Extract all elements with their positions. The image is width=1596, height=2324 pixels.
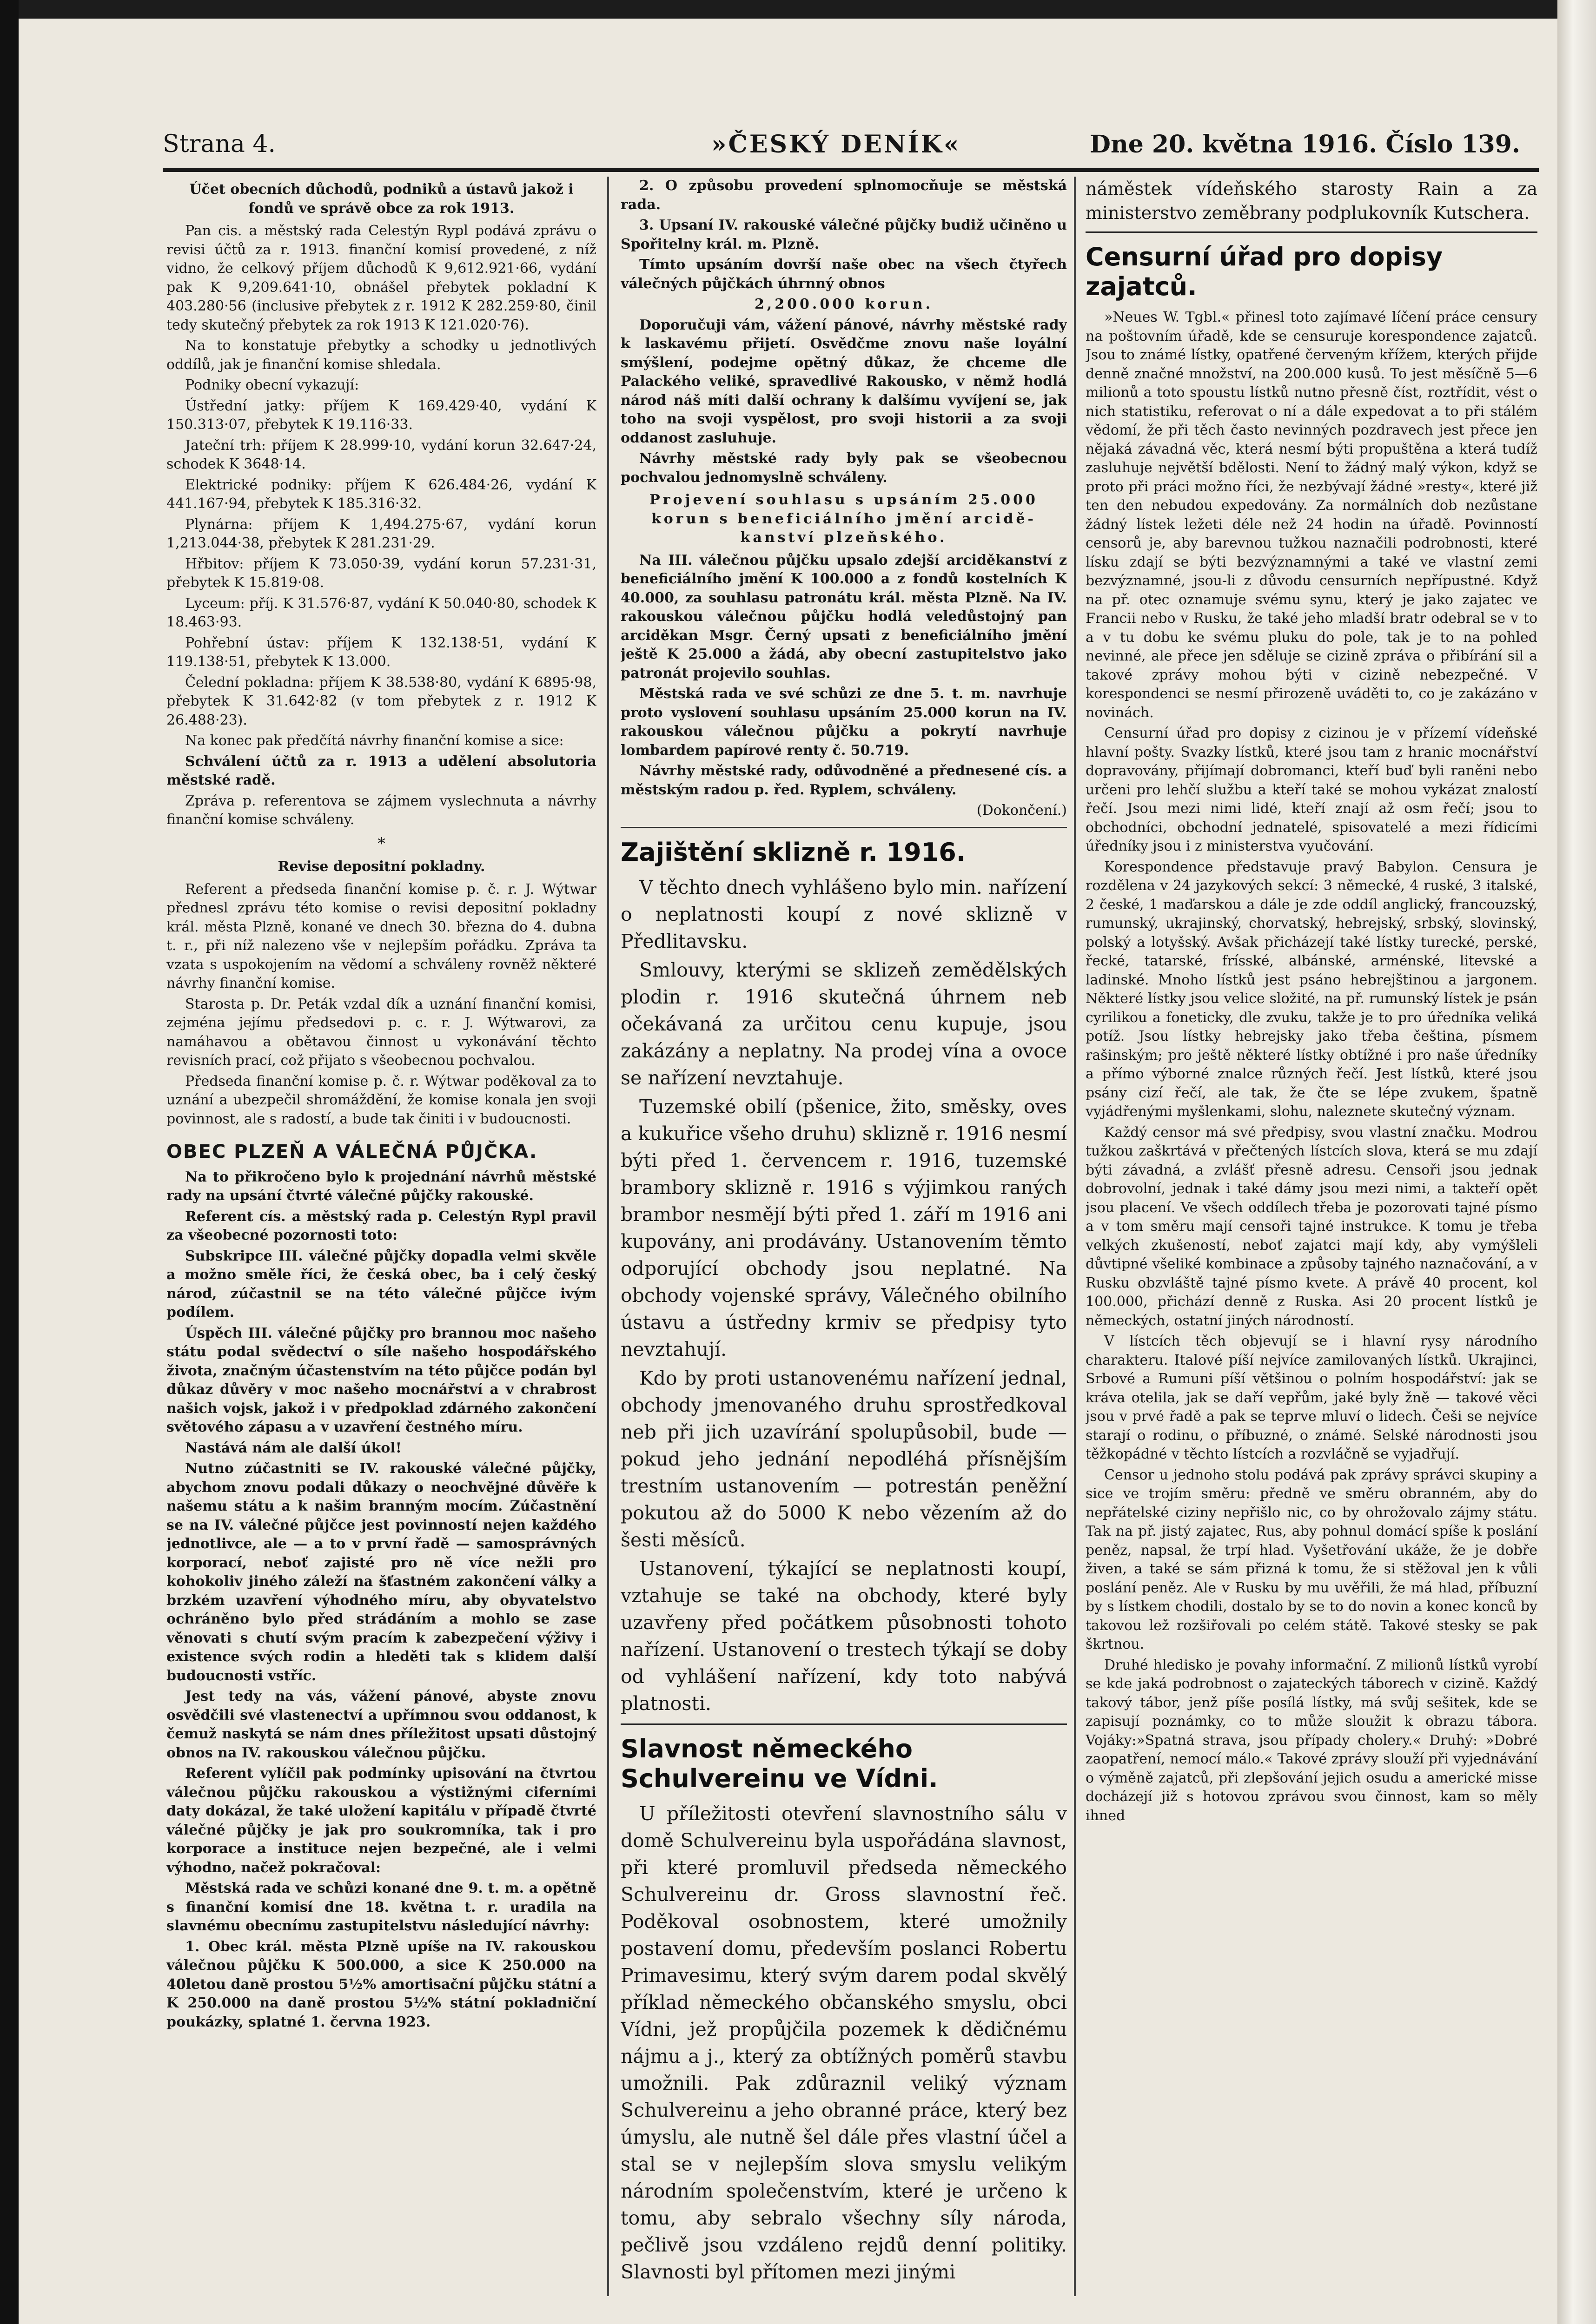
paragraph: Návrhy městské rady byly pak se všeobecnou pochvalou jednomyslně schváleny.: [621, 450, 1067, 486]
header-rule: [163, 168, 1539, 172]
section-star: *: [377, 834, 385, 853]
paragraph: Kdo by proti ustanovenému nařízení jednal, obchody jmenovaného druhu sprostředkoval neb při jich uzavírání spolupůsobil, bude — pokud jeho jednání nepodléhá přísnějším trestním ustanovením — potrestán peněžní pokutou až do 5000 K nebo vězením až do šesti měsíců.: [621, 1367, 1067, 1551]
column-3: [1086, 177, 1537, 2296]
paragraph: Starosta p. Dr. Peták vzdal dík a uznání finanční komisi, zejména jejímu předsedovi p. c. r. J. Wýtwarovi, za namáhavou a obětavou činnost u vykonávání těchto revisních prací, což přijato s všeobecnou pochvalou.: [166, 996, 596, 1069]
newspaper-title: »ČESKÝ DENÍK«: [711, 130, 961, 158]
paragraph: 2. O způsobu provedení splnomocňuje se městská rada.: [621, 178, 1067, 213]
article-heading: Projevení souhlasu s upsáním 25.000 korun s beneficiálního jmění arcidě-kanství plzeňského.: [649, 492, 1038, 546]
paragraph: Na to konstatuje přebytky a schodky u jednotlivých oddílů, jak je finanční komise shledala.: [166, 337, 596, 373]
paragraph: 1. Obec král. města Plzně upíše na IV. rakouskou válečnou půjčku K 500.000, a sice K 250.000 na 40letou daně prostou 5½% amortisační půjčku státní a K 250.000 na daně prostou 5½% státní pokladniční poukázky, splatné 1. června 1923.: [166, 1938, 596, 2030]
column-1: [166, 177, 596, 2296]
paragraph: Subskripce III. válečné půjčky dopadla velmi skvěle a možno směle říci, že česká obec, ba i celý český národ, zúčastnil se na této válečné půjčce ivým podílem.: [166, 1248, 596, 1320]
paragraph: Úspěch III. válečné půjčky pro brannou moc našeho státu podal svědectví o síle našeho hospodářského života, značným účastenstvím na této půjčce podán byl důkaz důvěry v moc našeho mocnářství a v chrabrost našich vojsk, jakož i v předpoklad zdárného zakončení světového zápasu a v uzavření čestného míru.: [166, 1325, 596, 1435]
paragraph: Předseda finanční komise p. č. r. Wýtwar poděkoval za to uznání a ubezpečil shromáždění, že komise konala jen svoji povinnost, ale s radostí, a bude tak činiti i v budoucnosti.: [166, 1073, 596, 1127]
paragraph: V lístcích těch objevují se i hlavní rysy národního charakteru. Italové píší nejvíce zamilovaných lístků. Ukrajinci, Srbové a Rumuni píší většinou o polním hospodářství: jak se kráva otelila, jak se daří vepřům, jaké byly žně — takové věci jsou v prvé řadě a pak se teprve mluví o lidech. Češi se nejvíce starají o rodinu, o příbuzné, o známé. Selské národnosti jsou těžkopádné v těchto lístcích a rozvláčně se vyjadřují.: [1086, 1333, 1537, 1462]
paragraph: Plynárna: příjem K 1,494.275·67, vydání korun 1,213.044·38, přebytek K 281.231·29.: [166, 516, 596, 551]
paragraph: Na to přikročeno bylo k projednání návrhů městské rady na upsání čtvrté válečné půjčky rakouské.: [166, 1169, 596, 1204]
column-divider-2: [1074, 177, 1076, 2296]
article-divider: [621, 1723, 1067, 1725]
paragraph: Městská rada ve své schůzi ze dne 5. t. m. navrhuje proto vyslovení souhlasu upsáním 25.000 korun na IV. rakouskou válečnou půjčku a pokrytí navrhuje lombardem papírové renty č. 50.719.: [621, 686, 1067, 759]
total-amount: 2,200.000 korun.: [754, 296, 934, 312]
paragraph: Ústřední jatky: příjem K 169.429·40, vydání K 150.313·07, přebytek K 19.116·33.: [166, 397, 596, 433]
paragraph: Korespondence představuje pravý Babylon. Censura je rozdělena v 24 jazykových sekcí: 3 německé, 4 ruské, 3 italské, 2 české, 1 maďarskou a dále je zde oddíl anglický, francouzský, rumunský, ukrajinský, chorvatský, hebrejský, srbský, slovinský, polský a lotyšský. Avšak přicházejí také lístky turecké, perské, řecké, tatarské, frísské, albánské, arménské, litevské a ladinské. Mnoho lístků jest psáno hebrejštinou a jargonem. Některé lístky jsou velice složité, na př. rumunský lístek je psán cyrilikou a foneticky, dle zvuku, takže je to pro úředníka veliká potíž. Jsou lístky hebrejsky jako třeba čeština, písmem rašinským; pro ještě některé lístky obtížné i pro naše úředníky a přímo výborné znalce různých řečí. Jest lístků, které jsou psány cizí řečí, ale tak, že čte se lépe zvukem, špatně vyjádřenými myšlenkami, slohu, naleznete skutečný význam.: [1086, 858, 1537, 1120]
page-number: Strana 4.: [163, 130, 276, 158]
article-divider: [1086, 231, 1537, 233]
scan-left-edge: [0, 0, 19, 2324]
paragraph: Tímto upsáním dovrší naše obec na všech čtyřech válečných půjčkách úhrnný obnos: [621, 257, 1067, 292]
paragraph: V těchto dnech vyhlášeno bylo min. nařízení o neplatnosti koupí z nové sklizně v Předlitavsku.: [621, 876, 1067, 952]
article-body: [621, 874, 1067, 1717]
article-divider: [621, 827, 1067, 828]
paragraph: Smlouvy, kterými se sklizeň zemědělských plodin r. 1916 skutečná úhrnem neb očekávaná za určitou cenu kupuje, jsou zakázány a neplatny. Na prodej vína a ovoce se nařízení nevztahuje.: [621, 958, 1067, 1089]
paragraph: Podniky obecní vykazují:: [185, 377, 359, 393]
paragraph: Návrhy městské rady, odůvodněné a přednesené cís. a městským radou p. řed. Ryplem, schváleny.: [621, 763, 1067, 798]
column-2: [621, 177, 1067, 2296]
paragraph: Censurní úřad pro dopisy z cizinou je v přízemí vídeňské hlavní pošty. Svazky lístků, které jsou tam z hranic mocnářství dopravovány, přijímají dobromanci, kteří buď byli raněni nebo určeni pro lehčí službu a kteří také se mohou vykázat znalostí řečí. Jsou mezi nimi lidé, kteří znají až osm řečí; jsou to obchodníci, obchodní jednatelé, spisovatelé a mezi řídicími úředníky jsou i z ministerstva vyučování.: [1086, 725, 1537, 854]
paragraph: Referent a předseda finanční komise p. č. r. J. Wýtwar přednesl zprávu této komise o revisi depositní pokladny král. města Plzně, konané ve dnech 30. března do 4. dubna t. r., při níž nalezeno vše v nejlepším pořádku. Zpráva ta vzata s uspokojením na vědomí a schváleny rovněž některé návrhy finanční komise.: [166, 881, 596, 991]
paragraph: U příležitosti otevření slavnostního sálu v domě Schulvereinu byla uspořádána slavnost, při které promluvil předseda německého Schulvereinu dr. Gross slavnostní řeč. Poděkoval osobnostem, které umožnily postavení domu, především poslanci Robertu Primavesimu, který svým darem podal skvělý příklad německého občanského smyslu, obci Vídni, jež propůjčila pozemek k dědičnému nájmu a j., který za obtížných poměrů stavbu umožnili. Pak zdůraznil veliký význam Schulvereinu a jeho obranné práce, který bez úmyslu, ale nutně šel dále přes vlastní účel a stal se v nejlepším slova smyslu velikým národním společenstvím, které je určeno k tomu, aby sebralo všechny síly národa, pečlivě jsou vzdáleno rejdů denní politiky. Slavnosti byl přítomen mezi jinými: [621, 1802, 1067, 2283]
paragraph: »Neues W. Tgbl.« přinesl toto zajímavé líčení práce censury na poštovním úřadě, kde se censuruje korespondence zajatců. Jsou to známé lístky, opatřené červeným křížem, kterých přijde denně značné množství, na 200.000 kusů. To jest měsíčně 5—6 milionů a toto spoustu lístků nutno přesně číst, roztřídit, vést o nich statistiku, referovat o ní a dále expedovat a to při stálém vědomí, že při těch často nevinných pozdravech jest přece jen nějaká závadná věc, která nesmí býti propuštěna a která tudíž zasluhuje největší bdělosti. Není to žádný malý výkon, když se proto při práci možno říci, že nezbývají žádné »resty«, které již ten den nebudou expedovány. Za normálních dob nezůstane žádný lístek ležeti déle než 24 hodin na úřadě. Povinností censorů je, aby barevnou tužkou naznačili podrobnosti, které lísku zdají se býti bezvýznamnými a také ve vlastní zemi bezvýznamné, jsou-li z důvodu censurních nepřípustné. Když na př. otec oznamuje svému synu, který je jako zajatec ve Francii nebo v Rusku, že také jeho mladší bratr odebral se v to a v tu dobu ke svému pluku do pole, tak je to na pohled nevinné, ale přece jen sděluje se cizině zpráva o přibírání sil a takové zprávy mohou býti v cizině nebezpečné. V korespondenci se nesmí přirozeně uváděti to, co je zakázáno v novinách.: [1086, 309, 1537, 721]
paragraph: Jateční trh: příjem K 28.999·10, vydání korun 32.647·24, schodek K 3648·14.: [166, 437, 596, 472]
paragraph: Každý censor má své předpisy, svou vlastní značku. Modrou tužkou zaškrtává v přečtených lístcích slova, která se mu zdají býti závadná, a zvlášť přesně adresu. Censoři jsou jednak dobrovolní, jednak i také dámy jsou mezi nimi, a takteří opět jsou placení. Ve všech oddílech třeba je pozorovati tajné písmo a v tom směru mají censoři tajné instrukce. K tomu je třeba velkých zkušeností, neboť zajatci mají kdy, aby vymýšleli důvtipné všeliké kombinace a způsoby tajného naznačování, a v Rusku obzvláště tajné písmo kvete. A právě 40 procent, kol 100.000, přichází denně z Ruska. Asi 20 procent lístků je německých, ostatní jiných národností.: [1086, 1124, 1537, 1329]
paragraph: Tuzemské obilí (pšenice, žito, směsky, oves a kukuřice všeho druhu) sklizně r. 1916 nesmí býti před 1. červencem r. 1916, tuzemské brambory sklizně r. 1916 s výjimkou raných brambor nesmějí býti před 1. září m 1916 ani kupovány, ani prodávány. Ustanovením těmto odporující obchody jsou neplatné. Na obchody vojenské správy, Válečného obilního ústavu a ústředny krmiv se předpisy tyto nevztahují.: [621, 1095, 1067, 1360]
column-divider-1: [607, 177, 609, 2296]
page-header: [163, 125, 1520, 167]
paragraph: Nutno zúčastniti se IV. rakouské válečné půjčky, abychom znovu podali důkazy o neochvějné důvěře k našemu státu a k našim branným mocím. Zúčastnění se na IV. válečné půjčce jest povinností nejen každého jednotlivce, ale — a to v první řadě — samosprávných korporací, neboť zajisté pro ně více nežli pro kohokoliv jiného záleží na šťastném zakončení války a brzkém uzavření výhodného míru, aby obyvatelstvo ochráněno bylo před strádáním a mohlo se zase věnovati s chutí svým pracím k zabezpečení výživy i existence svých rodin a hleděti tak s klidem další budoucnosti vstříc.: [166, 1460, 596, 1684]
paragraph: Referent vylíčil pak podmínky upisování na čtvrtou válečnou půjčku rakouskou a výstižnými ciferními daty dokázal, že také uložení kapitálu v případě čtvrté válečné půjčky je jak pro soukromníka, tak i pro korporace a instituce nejen bezpečné, ale i velmi výhodno, načež pokračoval:: [166, 1765, 596, 1876]
paragraph: Doporučuji vám, vážení pánové, návrhy městské rady k laskavému přijetí. Osvědčme znovu naše loyální smýšlení, podejme opětný důkaz, že chceme dle Palackého veliké, spravedlivé Rakousko, v němž hodlá národ náš míti další ochrany k dalšímu vyvíjení se, jak toho na svoji vyspělost, pro svoji historii a za svoji oddanost zasluhuje.: [621, 317, 1067, 446]
paragraph: Jest tedy na vás, vážení pánové, abyste znovu osvědčili své vlastenectví a upřímnou svou oddanost, k čemuž naskytá se nám dnes příležitost upsati důstojný obnos na IV. rakouskou válečnou půjčku.: [166, 1688, 596, 1761]
article-heading: Účet obecních důchodů, podniků a ústavů jakož i fondů ve správě obce za rok 1913.: [189, 181, 574, 217]
paragraph: Ustanovení, týkající se neplatnosti koupí, vztahuje se také na obchody, které byly uzavřeny před počátkem působnosti tohoto nařízení. Ustanovení o trestech týkají se doby od vyhlášení nařízení, kdy toto nabývá platnosti.: [621, 1557, 1067, 1715]
paragraph: Hřbitov: příjem K 73.050·39, vydání korun 57.231·31, přebytek K 15.819·08.: [166, 555, 596, 591]
continuation-note: (Dokončení.): [976, 802, 1067, 819]
paragraph: Nastává nám ale další úkol!: [185, 1439, 402, 1456]
paragraph: Zpráva p. referentova se zájmem vyslechnuta a návrhy finanční komise schváleny.: [166, 792, 596, 828]
paragraph: Na III. válečnou půjčku upsalo zdejší arciděkanství z beneficiálního jmění K 100.000 a z fondů kostelních K 40.000, za souhlasu patronátu král. města Plzně. Na IV. rakouskou válečnou půjčku hodlá veledůstojný pan arciděkan Msgr. Černý upsati z beneficiálního jmění ještě K 25.000 a žádá, aby obecní zastupitelstvo jako patronát projevilo souhlas.: [621, 552, 1067, 681]
paragraph: Lyceum: příj. K 31.576·87, vydání K 50.040·80, schodek K 18.463·93.: [166, 595, 596, 630]
paragraph: Pohřební ústav: příjem K 132.138·51, vydání K 119.138·51, přebytek K 13.000.: [166, 634, 596, 670]
scan-right-edge: [1557, 0, 1596, 2324]
paragraph: náměstek vídeňského starosty Rain a za ministerstvo zeměbrany podplukovník Kutschera.: [1086, 178, 1537, 223]
paragraph: Pan cis. a městský rada Celestýn Rypl podává zprávu o revisi účtů za r. 1913. finanční komisí provedené, z níž vidno, že celkový příjem důchodů K 9,612.921·66, vydání pak K 9,209.641·10, obnášel přebytek pokladní K 403.280·56 (inclusive přebytek z r. 1912 K 282.259·80, činil tedy skutečný přebytek za rok 1913 K 121.020·76).: [166, 223, 596, 333]
paragraph: Městská rada ve schůzi konané dne 9. t. m. a opětně s finanční komisí dne 18. května t. r. uradila na slavnému obecnímu zastupitelstvu následující návrhy:: [166, 1880, 596, 1934]
issue-date: Dne 20. května 1916. Číslo 139.: [1089, 130, 1520, 158]
paragraph: Na konec pak předčítá návrhy finanční komise a sice:: [185, 733, 564, 749]
article-heading: Revise depositní pokladny.: [278, 858, 485, 875]
paragraph: Elektrické podniky: příjem K 626.484·26, vydání K 441.167·94, přebytek K 185.316·32.: [166, 476, 596, 512]
paragraph: 3. Upsaní IV. rakouské válečné půjčky budiž učiněno u Spořitelny král. m. Plzně.: [621, 217, 1067, 252]
paragraph: Schválení účtů za r. 1913 a udělení absolutoria městské radě.: [166, 753, 596, 788]
article-headline: Slavnost německého Schulvereinu ve Vídni.: [621, 1734, 938, 1793]
article-body: [621, 1800, 1067, 2285]
paragraph: Referent cís. a městský rada p. Celestýn Rypl pravil za všeobecné pozornosti toto:: [166, 1208, 596, 1243]
article-headline: Zajištění sklizně r. 1916.: [621, 837, 966, 867]
section-heading: OBEC PLZEŇ A VÁLEČNÁ PŮJČKA.: [166, 1141, 538, 1162]
paragraph: Druhé hledisko je povahy informační. Z milionů lístků vyrobí se kde jaká podrobnost o zajateckých táborech v cizině. Každý takový tábor, jenž píše posílá lístky, má svůj sešitek, kde se zapisují poznámky, co to může sloužit k obrazu tábora. Vojáky:»Spatná strava, jsou případy cholery.« Druhý: »Dobré zaopatření, nemocí málo.« Takové zprávy slouží při vyjednávání o výměně zajatců, při zlepšování jejich osudu a americké misse docházejí již s hotovou zprávou svou činnost, kam so měly ihned: [1086, 1657, 1537, 1824]
paragraph: Censor u jednoho stolu podává pak zprávy správci skupiny a sice ve trojím směru: předně ve směru obranném, aby do nepřátelské ciziny nepřišlo nic, co by ohrožovalo zájmy státu. Tak na př. jistý zajatec, Rus, aby pohnul domácí spíše k poslání peněz, napsal, že trpí hlad. Vyšetřování ukáže, že je dobře živen, a také se sám přizná k tomu, že si stěžoval jen k vůli poslání peněz. Ale v Rusku by mu uvěřili, že má hlad, příbuzní by s lístkem chodili, dostalo by se to do novin a konec konců by takovou lež rozšiřovali po celém státě. Takové stesky se pak škrtnou.: [1086, 1466, 1537, 1652]
article-headline: Censurní úřad pro dopisy zajatců.: [1086, 242, 1443, 301]
paragraph: Čelední pokladna: příjem K 38.538·80, vydání K 6895·98, přebytek K 31.642·82 (v tom přebytek z r. 1912 K 26.488·23).: [166, 674, 596, 728]
